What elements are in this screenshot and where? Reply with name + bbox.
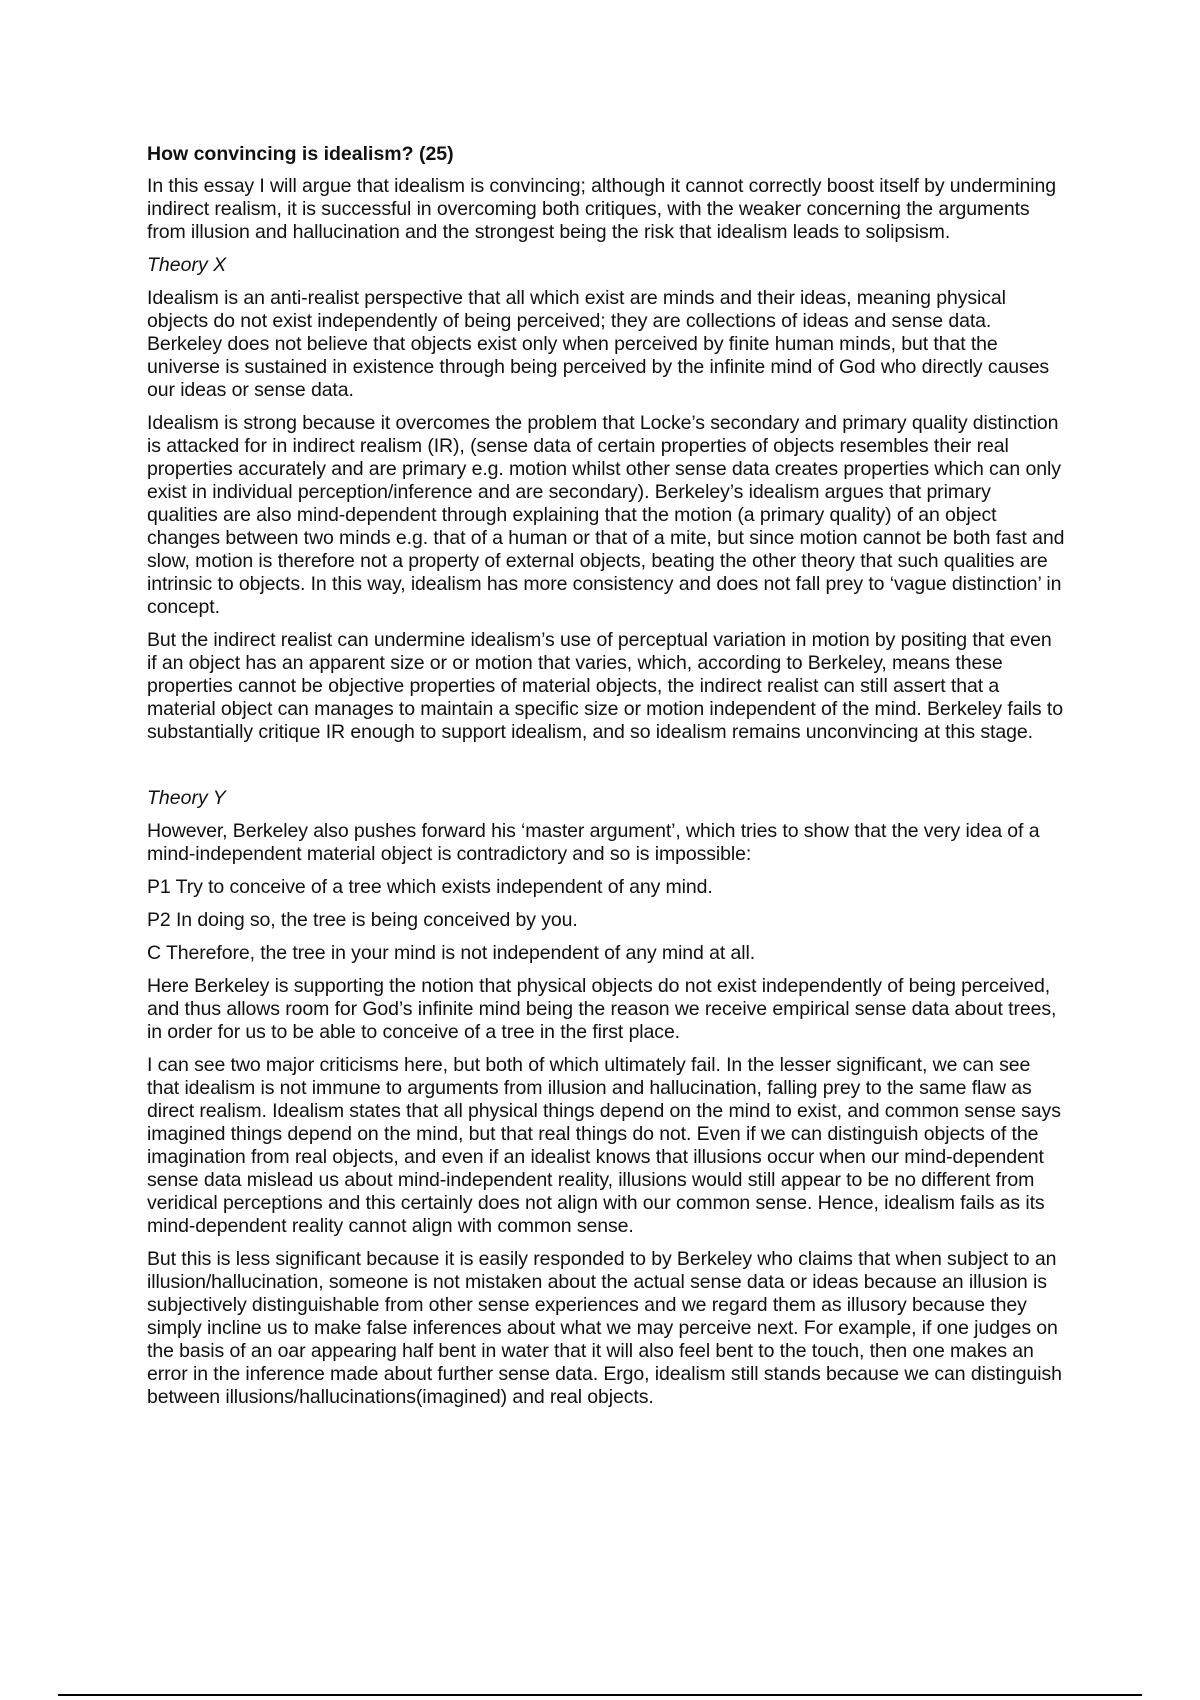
paragraph: Idealism is an anti-realist perspective that all which exist are minds and their ideas, meaning physical objects do not exist independently of being perceived; they are collections of ideas and sense data. Berkeley does not believe that objects exist only when perceived by finite human minds, but that the universe is sustained in existence through being perceived by the infinite mind of God who directly causes our ideas or sense data. [147,287,1050,401]
paragraph: I can see two major criticisms here, but both of which ultimately fail. In the lesser significant, we can see that idealism is not immune to arguments from illusion and hallucination, falling prey to the same flaw as direct realism. Idealism states that all physical things depend on the mind to exist, and common sense says imagined things depend on the mind, but that real things do not. Even if we can distinguish objects of the imagination from real objects, and even if an idealist knows that illusions occur when our mind-dependent sense data mislead us about mind-independent reality, illusions would still appear to be no different from veridical perceptions and this certainly does not align with our common sense. Hence, idealism fails as its mind-dependent reality cannot align with common sense. [147,1054,1061,1237]
section-spacer [147,754,1065,787]
intro-paragraph: In this essay I will argue that idealism is convincing; although it cannot correctly boost itself by undermining indirect realism, it is successful in overcoming both critiques, with the weaker concerning the arguments from illusion and hallucination and the strongest being the risk that idealism leads to solipsism. [147,175,1057,243]
essay-page [147,143,1065,1419]
paragraph: But the indirect realist can undermine idealism’s use of perceptual variation in motion by positing that even if an object has an apparent size or or motion that varies, which, according to Berkeley, means these properties cannot be objective properties of material objects, the indirect realist can still assert that a material object can manages to maintain a specific size or motion independent of the mind. Berkeley fails to substantially critique IR enough to support idealism, and so idealism remains unconvincing at this stage. [147,629,1063,743]
conclusion: C Therefore, the tree in your mind is not independent of any mind at all. [147,942,756,964]
paragraph: But this is less significant because it is easily responded to by Berkeley who claims that when subject to an illusion/hallucination, someone is not mistaken about the actual sense data or ideas because an illusion is subjectively distinguishable from other sense experiences and we regard them as illusory because they simply incline us to make false inferences about what we may perceive next. For example, if one judges on the basis of an oar appearing half bent in water that it will also feel bent to the touch, then one makes an error in the inference made about further sense data. Ergo, idealism still stands because we can distinguish between illusions/hallucinations(imagined) and real objects. [147,1248,1062,1408]
premise-1: P1 Try to conceive of a tree which exists independent of any mind. [147,876,713,898]
section-heading-theory-y: Theory Y [147,787,226,809]
premise-2: P2 In doing so, the tree is being conceived by you. [147,909,578,931]
essay-title: How convincing is idealism? (25) [147,143,454,165]
paragraph: However, Berkeley also pushes forward his ‘master argument’, which tries to show that the very idea of a mind-independent material object is contradictory and so is impossible: [147,820,1040,865]
section-heading-theory-x: Theory X [147,254,227,276]
paragraph: Idealism is strong because it overcomes the problem that Locke’s secondary and primary quality distinction is attacked for in indirect realism (IR), (sense data of certain properties of objects resembles their real properties accurately and are primary e.g. motion whilst other sense data creates properties which can only exist in individual perception/inference and are secondary). Berkeley’s idealism argues that primary qualities are also mind-dependent through explaining that the motion (a primary quality) of an object changes between two minds e.g. that of a human or that of a mite, but since motion cannot be both fast and slow, motion is therefore not a property of external objects, beating the other theory that such qualities are intrinsic to objects. In this way, idealism has more consistency and does not fall prey to ‘vague distinction’ in concept. [147,412,1065,618]
footer-rule [58,1694,1142,1696]
paragraph: Here Berkeley is supporting the notion that physical objects do not exist independently of being perceived, and thus allows room for God’s infinite mind being the reason we receive empirical sense data about trees, in order for us to be able to conceive of a tree in the first place. [147,975,1057,1043]
